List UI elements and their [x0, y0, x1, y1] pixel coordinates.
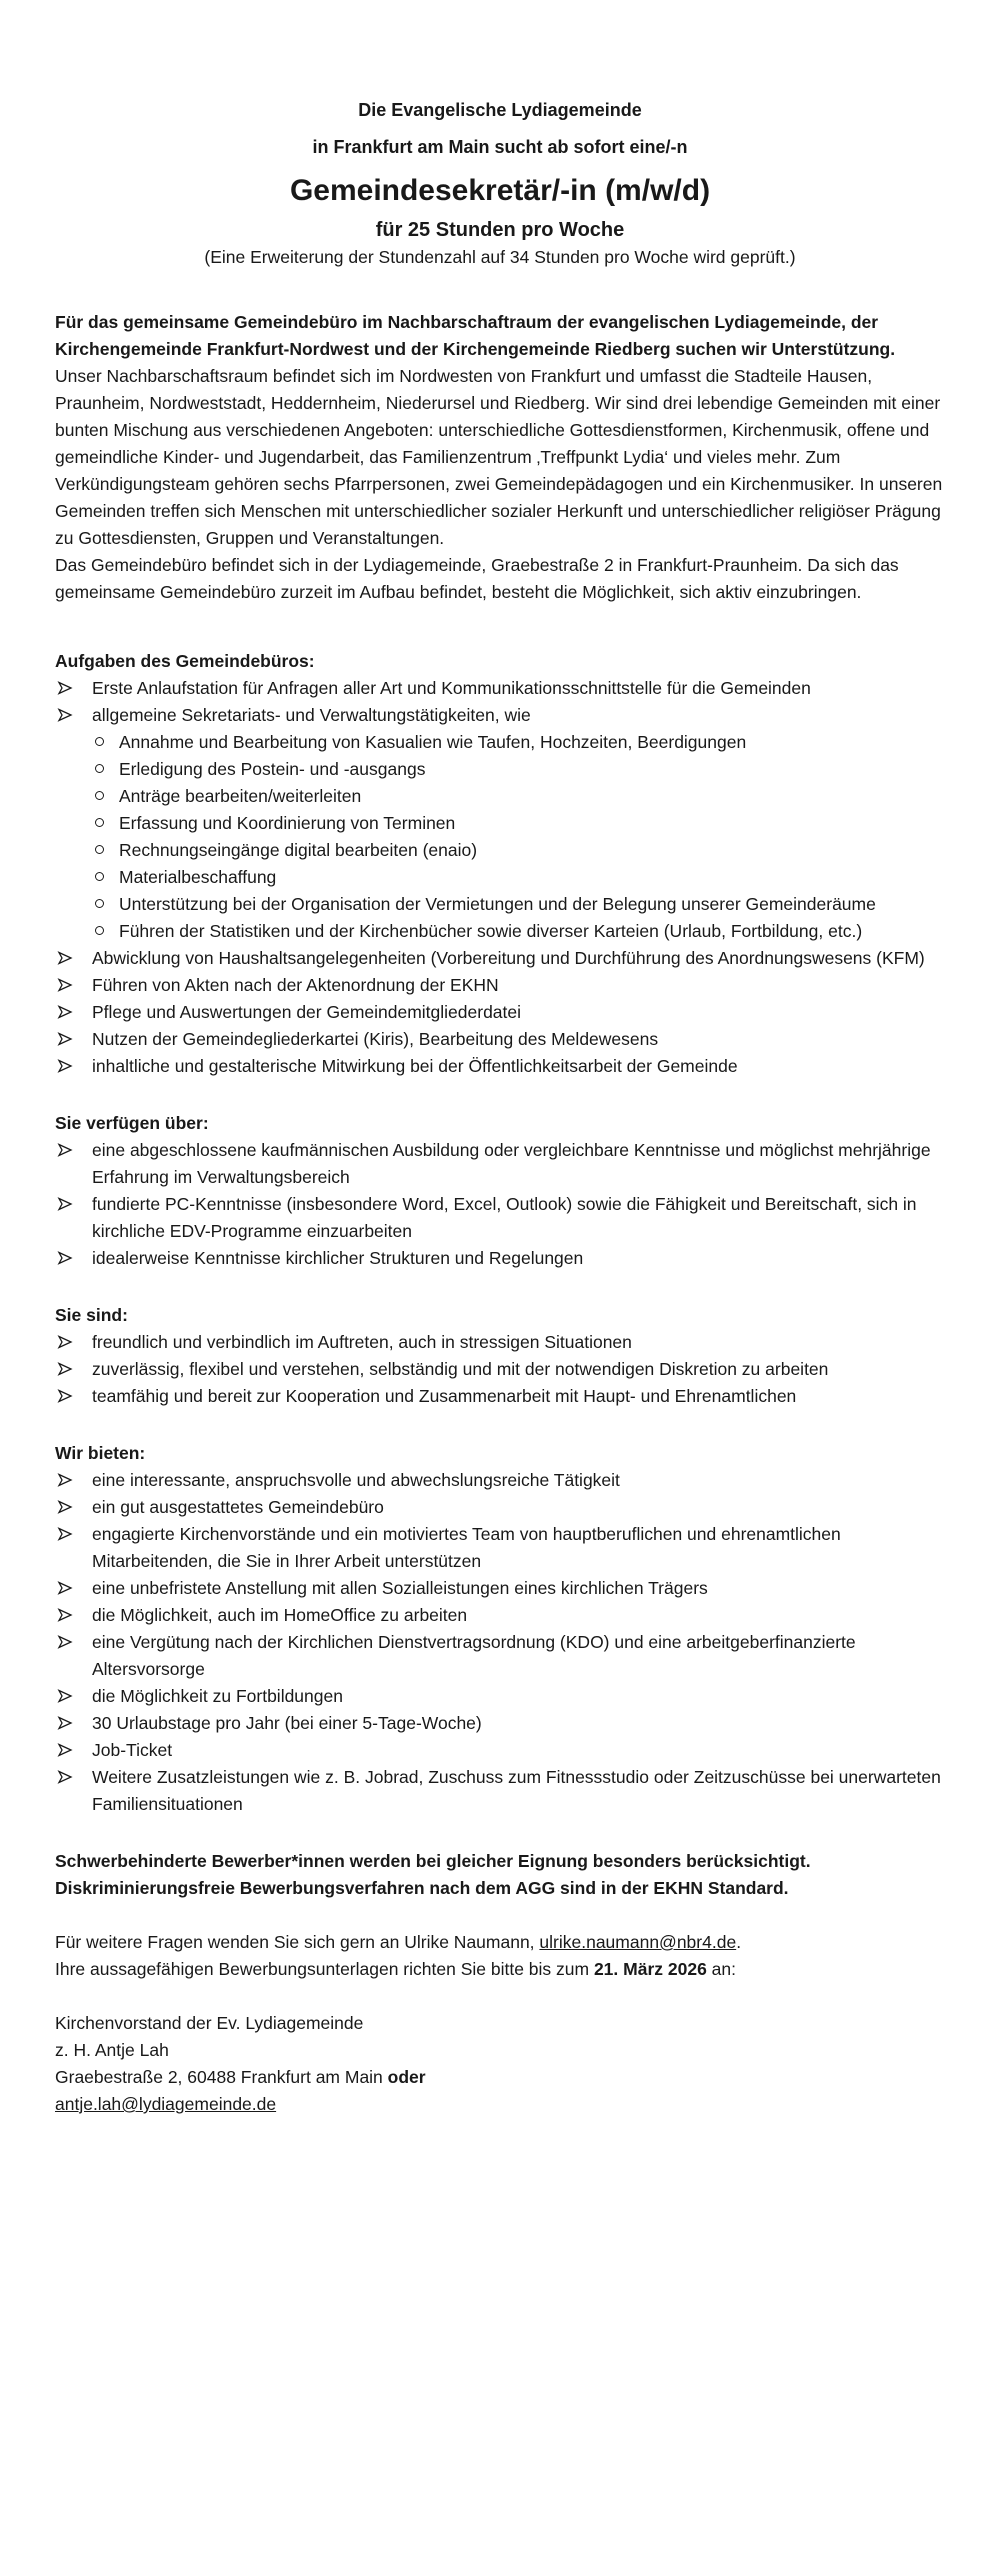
list-subitem: [55, 729, 945, 756]
list-item: [55, 1737, 945, 1764]
circle-bullet-icon: [95, 810, 119, 827]
list-item: [55, 1494, 945, 1521]
section-sie-sind: [55, 1302, 945, 1410]
contact-questions-period: .: [736, 1932, 742, 1952]
list-item: [55, 1026, 945, 1053]
list-item-text: Führen der Statistiken und der Kirchenbücher sowie diverser Karteien (Urlaub, Fortbildung, etc.): [119, 921, 863, 941]
arrow-bullet-icon: [57, 1764, 92, 1784]
circle-bullet-icon: [95, 756, 119, 773]
list-item: [55, 972, 945, 999]
job-title: Gemeindesekretär/-in (m/w/d): [289, 174, 711, 207]
list-item: [55, 1467, 945, 1494]
list-subitem: [55, 837, 945, 864]
arrow-bullet-icon: [57, 1683, 92, 1703]
application-deadline-line: [55, 1956, 945, 1983]
list-subitem: [55, 918, 945, 945]
arrow-bullet-icon: [57, 1467, 92, 1487]
list-item: [55, 999, 945, 1026]
contact-email-link[interactable]: ulrike.naumann@nbr4.de: [539, 1932, 737, 1952]
list-item-text: Anträge bearbeiten/weiterleiten: [119, 786, 362, 806]
list-item: [55, 1521, 945, 1575]
list-item-text: Job-Ticket: [92, 1740, 173, 1760]
list-item: [55, 1053, 945, 1080]
list-item: [55, 1764, 945, 1818]
list-item: [55, 1329, 945, 1356]
list-item: [55, 1137, 945, 1191]
arrow-bullet-icon: [57, 1602, 92, 1622]
arrow-bullet-icon: [57, 1245, 92, 1265]
list-subitem: [55, 810, 945, 837]
address-line-attention: z. H. Antje Lah: [55, 2040, 169, 2060]
address-line-street: [55, 2064, 945, 2091]
list-item: [55, 1191, 945, 1245]
bullet-list: [55, 1137, 945, 1272]
arrow-bullet-icon: [57, 1629, 92, 1649]
list-item: [55, 1710, 945, 1737]
arrow-bullet-icon: [57, 972, 92, 992]
contact-questions-line: [55, 1929, 945, 1956]
equal-opportunity-notice: [55, 1848, 945, 1902]
intro-paragraph-1: Unser Nachbarschaftsraum befindet sich im Nordwesten von Frankfurt und umfasst die Stadteile Hausen, Praunheim, Nordweststadt, Heddernheim, Niederursel und Riedberg. Wir sind drei lebendige Gemeinden mit einer bunten Mischung aus verschiedenen Angeboten: unterschiedliche Gottesdienstformen, Kirchenmusik, offene und gemeindliche Kinder- und Jugendarbeit, das Familienzentrum ‚Treffpunkt Lydia‘ und vieles mehr. Zum Verkündigungsteam gehören sechs Pfarrpersonen, zwei Gemeindepädagogen und ein Kirchenmusiker. In unseren Gemeinden treffen sich Menschen mit unterschiedlicher sozialer Herkunft und unterschiedlicher religiöser Prägung zu Gottesdiensten, Gruppen und Veranstaltungen.: [55, 366, 943, 548]
list-subitem: [55, 864, 945, 891]
arrow-bullet-icon: [57, 1329, 92, 1349]
list-item: [55, 945, 945, 972]
list-item-text: Nutzen der Gemeindegliederkartei (Kiris), Bearbeitung des Meldewesens: [92, 1029, 659, 1049]
list-item-text: Materialbeschaffung: [119, 867, 277, 887]
circle-bullet-icon: [95, 864, 119, 881]
list-item-text: die Möglichkeit, auch im HomeOffice zu arbeiten: [92, 1605, 468, 1625]
list-item-text: teamfähig und bereit zur Kooperation und Zusammenarbeit mit Haupt- und Ehrenamtlichen: [92, 1386, 797, 1406]
arrow-bullet-icon: [57, 1710, 92, 1730]
section-heading: Sie sind:: [55, 1305, 128, 1325]
list-item-text: fundierte PC-Kenntnisse (insbesondere Word, Excel, Outlook) sowie die Fähigkeit und Bereitschaft, sich in kirchliche EDV-Programme einzuarbeiten: [92, 1194, 917, 1241]
postal-address-block: [55, 2010, 945, 2118]
list-item: [55, 1245, 945, 1272]
section-heading: Wir bieten:: [55, 1443, 146, 1463]
application-deadline-text: Ihre aussagefähigen Bewerbungsunterlagen richten Sie bitte bis zum: [55, 1959, 594, 1979]
list-item-text: eine abgeschlossene kaufmännischen Ausbildung oder vergleichbare Kenntnisse und möglichst mehrjährige Erfahrung im Verwaltungsbereich: [92, 1140, 931, 1187]
list-item: [55, 1629, 945, 1683]
organization-name: Die Evangelische Lydiagemeinde: [358, 100, 642, 120]
list-item-text: Unterstützung bei der Organisation der Vermietungen und der Belegung unserer Gemeinderäume: [119, 894, 876, 914]
circle-bullet-icon: [95, 837, 119, 854]
bullet-list: [55, 1329, 945, 1410]
application-deadline-date: 21. März 2026: [593, 1959, 707, 1979]
list-item-text: die Möglichkeit zu Fortbildungen: [92, 1686, 343, 1706]
section-heading: Sie verfügen über:: [55, 1113, 209, 1133]
list-item-text: eine interessante, anspruchsvolle und abwechslungsreiche Tätigkeit: [92, 1470, 620, 1490]
list-subitem: [55, 756, 945, 783]
list-item-text: inhaltliche und gestalterische Mitwirkung bei der Öffentlichkeitsarbeit der Gemeinde: [92, 1056, 738, 1076]
circle-bullet-icon: [95, 918, 119, 935]
hours-note: (Eine Erweiterung der Stundenzahl auf 34 Stunden pro Woche wird geprüft.): [204, 247, 796, 267]
list-item-text: Pflege und Auswertungen der Gemeindemitgliederdatei: [92, 1002, 522, 1022]
list-item-text: ein gut ausgestattetes Gemeindebüro: [92, 1497, 384, 1517]
arrow-bullet-icon: [57, 1191, 92, 1211]
contact-questions-text: Für weitere Fragen wenden Sie sich gern an Ulrike Naumann,: [55, 1932, 540, 1952]
list-item: [55, 1575, 945, 1602]
list-item-text: zuverlässig, flexibel und verstehen, selbständig und mit der notwendigen Diskretion zu arbeiten: [92, 1359, 829, 1379]
arrow-bullet-icon: [57, 1026, 92, 1046]
arrow-bullet-icon: [57, 945, 92, 965]
list-item-text: Annahme und Bearbeitung von Kasualien wie Taufen, Hochzeiten, Beerdigungen: [119, 732, 747, 752]
arrow-bullet-icon: [57, 675, 92, 695]
notice-line-disability: Schwerbehinderte Bewerber*innen werden bei gleicher Eignung besonders berücksichtigt.: [55, 1851, 811, 1871]
section-wir-bieten: [55, 1440, 945, 1818]
circle-bullet-icon: [95, 891, 119, 908]
list-item-text: Erfassung und Koordinierung von Terminen: [119, 813, 456, 833]
list-item-text: 30 Urlaubstage pro Jahr (bei einer 5-Tage-Woche): [92, 1713, 482, 1733]
list-item-text: Abwicklung von Haushaltsangelegenheiten (Vorbereitung und Durchführung des Anordnungswesens (KFM): [92, 948, 925, 968]
notice-line-agg: Diskriminierungsfreie Bewerbungsverfahren nach dem AGG sind in der EKHN Standard.: [55, 1878, 789, 1898]
circle-bullet-icon: [95, 783, 119, 800]
application-deadline-suffix: an:: [706, 1959, 737, 1979]
document-header: [55, 97, 945, 269]
list-item-text: Erste Anlaufstation für Anfragen aller Art und Kommunikationsschnittstelle für die Gemeinden: [92, 678, 811, 698]
arrow-bullet-icon: [57, 1053, 92, 1073]
section-heading: Aufgaben des Gemeindebüros:: [55, 651, 315, 671]
list-item-text: Rechnungseingänge digital bearbeiten (enaio): [119, 840, 478, 860]
address-line-organization: Kirchenvorstand der Ev. Lydiagemeinde: [55, 2013, 364, 2033]
list-item: [55, 675, 945, 702]
section-aufgaben: [55, 648, 945, 1080]
arrow-bullet-icon: [57, 1383, 92, 1403]
arrow-bullet-icon: [57, 1137, 92, 1157]
bullet-list: [55, 1467, 945, 1818]
weekly-hours: für 25 Stunden pro Woche: [375, 219, 625, 241]
list-item-text: Erledigung des Postein- und -ausgangs: [119, 759, 426, 779]
intro-section: [55, 309, 945, 606]
header-subline: in Frankfurt am Main sucht ab sofort eine/-n: [312, 137, 688, 157]
list-item-text: idealerweise Kenntnisse kirchlicher Strukturen und Regelungen: [92, 1248, 584, 1268]
list-item-text: freundlich und verbindlich im Auftreten, auch in stressigen Situationen: [92, 1332, 632, 1352]
list-item-text: eine Vergütung nach der Kirchlichen Dienstvertragsordnung (KDO) und eine arbeitgeberfinanzierte Altersvorsorge: [92, 1632, 856, 1679]
list-item: [55, 702, 945, 729]
list-item-text: eine unbefristete Anstellung mit allen Sozialleistungen eines kirchlichen Trägers: [92, 1578, 708, 1598]
arrow-bullet-icon: [57, 702, 92, 722]
list-item: [55, 1383, 945, 1410]
arrow-bullet-icon: [57, 999, 92, 1019]
address-line-email: [55, 2091, 945, 2118]
arrow-bullet-icon: [57, 1521, 92, 1541]
application-email-link[interactable]: antje.lah@lydiagemeinde.de: [55, 2094, 277, 2114]
intro-paragraph-2: Das Gemeindebüro befindet sich in der Lydiagemeinde, Graebestraße 2 in Frankfurt-Praunheim. Da sich das gemeinsame Gemeindebüro zurzeit im Aufbau befindet, besteht die Möglichkeit, sich aktiv einzubringen.: [55, 555, 899, 602]
list-subitem: [55, 783, 945, 810]
arrow-bullet-icon: [57, 1737, 92, 1757]
list-item-text: engagierte Kirchenvorstände und ein motiviertes Team von hauptberuflichen und ehrenamtlichen Mitarbeitenden, die Sie in Ihrer Arbeit unterstützen: [92, 1524, 841, 1571]
intro-lead: Für das gemeinsame Gemeindebüro im Nachbarschaftraum der evangelischen Lydiagemeinde, der Kirchengemeinde Frankfurt-Nordwest und der Kirchengemeinde Riedberg suchen wir Unterstützung.: [55, 312, 896, 359]
list-item-text: Weitere Zusatzleistungen wie z. B. Jobrad, Zuschuss zum Fitnessstudio oder Zeitzuschüsse bei unerwarteten Familiensituationen: [92, 1767, 941, 1814]
arrow-bullet-icon: [57, 1356, 92, 1376]
list-subitem: [55, 891, 945, 918]
list-item-text: Führen von Akten nach der Aktenordnung der EKHN: [92, 975, 499, 995]
list-item: [55, 1602, 945, 1629]
list-item-text: allgemeine Sekretariats- und Verwaltungstätigkeiten, wie: [92, 705, 531, 725]
contact-section: [55, 1929, 945, 1983]
arrow-bullet-icon: [57, 1494, 92, 1514]
list-item: [55, 1683, 945, 1710]
list-item: [55, 1356, 945, 1383]
address-oder-text: oder: [387, 2067, 426, 2087]
address-street-text: Graebestraße 2, 60488 Frankfurt am Main: [55, 2067, 388, 2087]
bullet-list: [55, 675, 945, 1080]
section-sie-verfuegen: [55, 1110, 945, 1272]
arrow-bullet-icon: [57, 1575, 92, 1595]
circle-bullet-icon: [95, 729, 119, 746]
